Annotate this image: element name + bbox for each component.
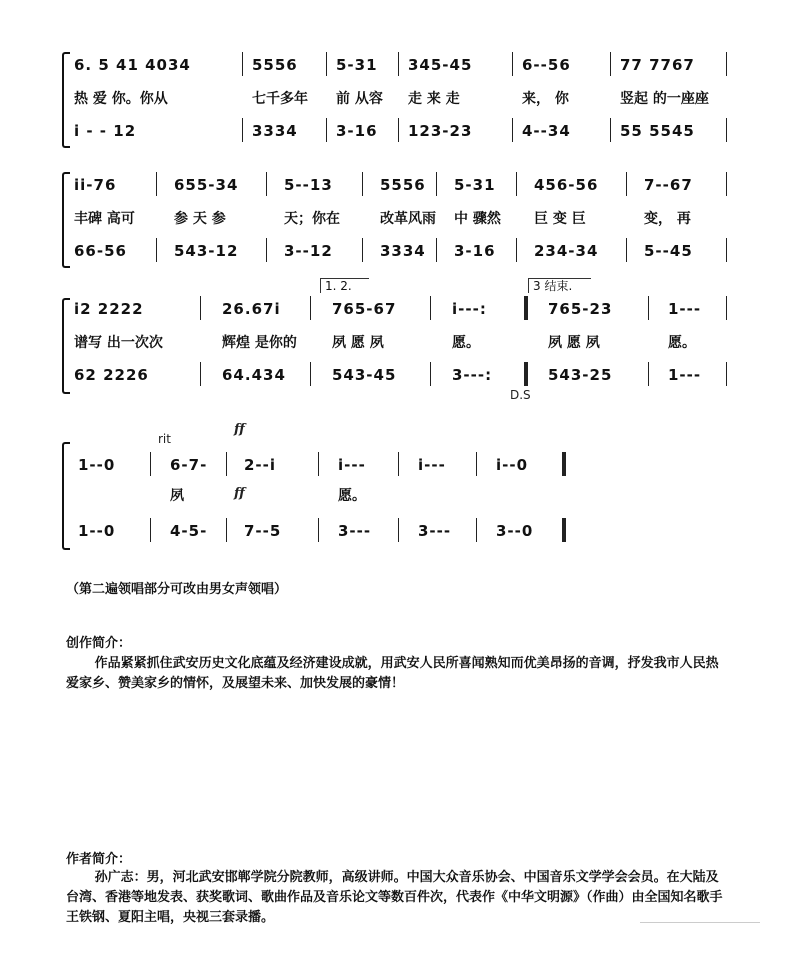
- repeat-barline: [524, 362, 528, 386]
- score-system-2: [62, 168, 742, 268]
- measure: 5--45: [644, 242, 693, 260]
- barline: [516, 172, 517, 196]
- rit-marking: rit: [158, 432, 171, 446]
- measure: 456-56: [534, 176, 599, 194]
- measure: i--0: [496, 456, 529, 474]
- barline: [626, 238, 627, 262]
- barline: [326, 118, 327, 142]
- measure: 3-16: [454, 242, 496, 260]
- measure: 26.67i: [222, 300, 281, 318]
- measure: 765-67: [332, 300, 397, 318]
- lyric: 竖起 的一座座: [620, 91, 709, 107]
- volta-bracket-1-2: 1. 2.: [320, 278, 369, 293]
- system-brace: [62, 52, 70, 148]
- barline: [226, 518, 227, 542]
- barline: [242, 118, 243, 142]
- barline: [326, 52, 327, 76]
- lyric: 夙 愿 夙: [332, 335, 384, 351]
- system-brace: [62, 298, 70, 394]
- lyric: 七千多年: [252, 91, 308, 107]
- measure: 5--13: [284, 176, 333, 194]
- barline: [318, 452, 319, 476]
- measure: 6. 5 41 4034: [74, 56, 191, 74]
- measure: 543-45: [332, 366, 397, 384]
- measure: 5-31: [336, 56, 378, 74]
- barline: [648, 296, 649, 320]
- lyric: 愿。: [452, 335, 480, 351]
- lyric: 夙 愿 夙: [548, 335, 600, 351]
- lyric: 谱写 出一次次: [74, 335, 163, 351]
- measure: 5-31: [454, 176, 496, 194]
- barline: [726, 362, 727, 386]
- measure: 3--12: [284, 242, 333, 260]
- measure: i---: [418, 456, 446, 474]
- measure: 5556: [380, 176, 426, 194]
- barline: [436, 172, 437, 196]
- measure: 4-5-: [170, 522, 208, 540]
- barline: [398, 118, 399, 142]
- measure: 655-34: [174, 176, 239, 194]
- lyric: 丰碑 高可: [74, 211, 135, 227]
- measure: 3--0: [496, 522, 534, 540]
- measure: 7--67: [644, 176, 693, 194]
- barline: [626, 172, 627, 196]
- barline: [362, 172, 363, 196]
- lyric: 中 骤然: [454, 211, 501, 227]
- barline: [398, 518, 399, 542]
- barline: [476, 518, 477, 542]
- repeat-barline: [524, 296, 528, 320]
- creation-title: 创作简介：: [66, 636, 132, 651]
- barline: [398, 452, 399, 476]
- barline: [512, 52, 513, 76]
- final-barline: [562, 452, 566, 476]
- barline: [430, 296, 431, 320]
- barline: [726, 172, 727, 196]
- measure: 543-12: [174, 242, 239, 260]
- barline: [310, 296, 311, 320]
- barline: [512, 118, 513, 142]
- lyric: 愿。: [338, 488, 366, 504]
- final-barline: [562, 518, 566, 542]
- measure: 3-16: [336, 122, 378, 140]
- lyric: 前 从容: [336, 91, 383, 107]
- measure: 543-25: [548, 366, 613, 384]
- barline: [242, 52, 243, 76]
- barline: [266, 238, 267, 262]
- ff-dynamic-lower: ff: [234, 486, 245, 501]
- barline: [648, 362, 649, 386]
- lyric: 巨 变 巨: [534, 211, 586, 227]
- barline: [150, 518, 151, 542]
- creation-body: 作品紧紧抓住武安历史文化底蕴及经济建设成就，用武安人民所喜闻熟知而优美昂扬的音调，抒发我市人民热爱家乡、赞美家乡的情怀，及展望未来、加快发展的豪情！: [66, 656, 719, 691]
- watermark-line: [640, 922, 760, 923]
- measure: 6-7-: [170, 456, 208, 474]
- barline: [200, 362, 201, 386]
- barline: [200, 296, 201, 320]
- measure: i2 2222: [74, 300, 144, 318]
- measure: 62 2226: [74, 366, 149, 384]
- performance-note: （第二遍领唱部分可改由男女声领唱）: [66, 582, 288, 597]
- measure: 1---: [668, 300, 702, 318]
- barline: [610, 118, 611, 142]
- author-body: 孙广志：男，河北武安邯郸学院分院教师，高级讲师。中国大众音乐协会、中国音乐文学学会会员。在大陆及台湾、香港等地发表、获奖歌词、歌曲作品及音乐论文等数百件次，代表作《中华文明源》（作曲）由全国知名歌手王铁钢、夏阳主唱，央视三套录播。: [66, 870, 723, 925]
- barline: [726, 238, 727, 262]
- measure: i - - 12: [74, 122, 137, 140]
- measure: 345-45: [408, 56, 473, 74]
- score-system-3: [62, 278, 742, 408]
- measure: 3---: [418, 522, 452, 540]
- measure: 3334: [252, 122, 298, 140]
- barline: [398, 52, 399, 76]
- measure: 3---:: [452, 366, 493, 384]
- measure: i---: [338, 456, 366, 474]
- measure: 5556: [252, 56, 298, 74]
- barline: [362, 238, 363, 262]
- measure: 3334: [380, 242, 426, 260]
- barline: [516, 238, 517, 262]
- measure: 64.434: [222, 366, 286, 384]
- barline: [150, 452, 151, 476]
- barline: [436, 238, 437, 262]
- lyric: 变， 再: [644, 211, 691, 227]
- lyric: 参 天 参: [174, 211, 226, 227]
- volta-bracket-3-ending: 3 结束.: [528, 278, 591, 293]
- lyric: 改革风雨: [380, 211, 436, 227]
- author-title: 作者简介：: [66, 852, 132, 867]
- measure: 765-23: [548, 300, 613, 318]
- lyric: 夙: [170, 488, 184, 504]
- measure: i---:: [452, 300, 487, 318]
- measure: 1--0: [78, 456, 116, 474]
- score-system-4: [62, 418, 742, 558]
- measure: 55 5545: [620, 122, 695, 140]
- lyric: 来， 你: [522, 91, 569, 107]
- measure: 2--i: [244, 456, 277, 474]
- measure: 1---: [668, 366, 702, 384]
- measure: 234-34: [534, 242, 599, 260]
- lyric: 辉煌 是你的: [222, 335, 297, 351]
- barline: [726, 296, 727, 320]
- barline: [726, 52, 727, 76]
- ds-marking: D.S: [510, 388, 531, 402]
- measure: 77 7767: [620, 56, 695, 74]
- measure: 66-56: [74, 242, 127, 260]
- score-system-1: [62, 48, 742, 148]
- system-brace: [62, 172, 70, 268]
- lyric: 天；你在: [284, 211, 340, 227]
- system-brace: [62, 442, 70, 550]
- measure: 7--5: [244, 522, 282, 540]
- measure: 4--34: [522, 122, 571, 140]
- barline: [610, 52, 611, 76]
- barline: [156, 172, 157, 196]
- lyric: 热 爱 你。你从: [74, 91, 168, 107]
- measure: 123-23: [408, 122, 473, 140]
- measure: ii-76: [74, 176, 117, 194]
- barline: [310, 362, 311, 386]
- barline: [726, 118, 727, 142]
- ff-dynamic-upper: ff: [234, 422, 245, 437]
- measure: 6--56: [522, 56, 571, 74]
- barline: [226, 452, 227, 476]
- measure: 1--0: [78, 522, 116, 540]
- lyric: 走 来 走: [408, 91, 460, 107]
- barline: [156, 238, 157, 262]
- barline: [266, 172, 267, 196]
- barline: [318, 518, 319, 542]
- measure: 3---: [338, 522, 372, 540]
- barline: [430, 362, 431, 386]
- barline: [476, 452, 477, 476]
- lyric: 愿。: [668, 335, 696, 351]
